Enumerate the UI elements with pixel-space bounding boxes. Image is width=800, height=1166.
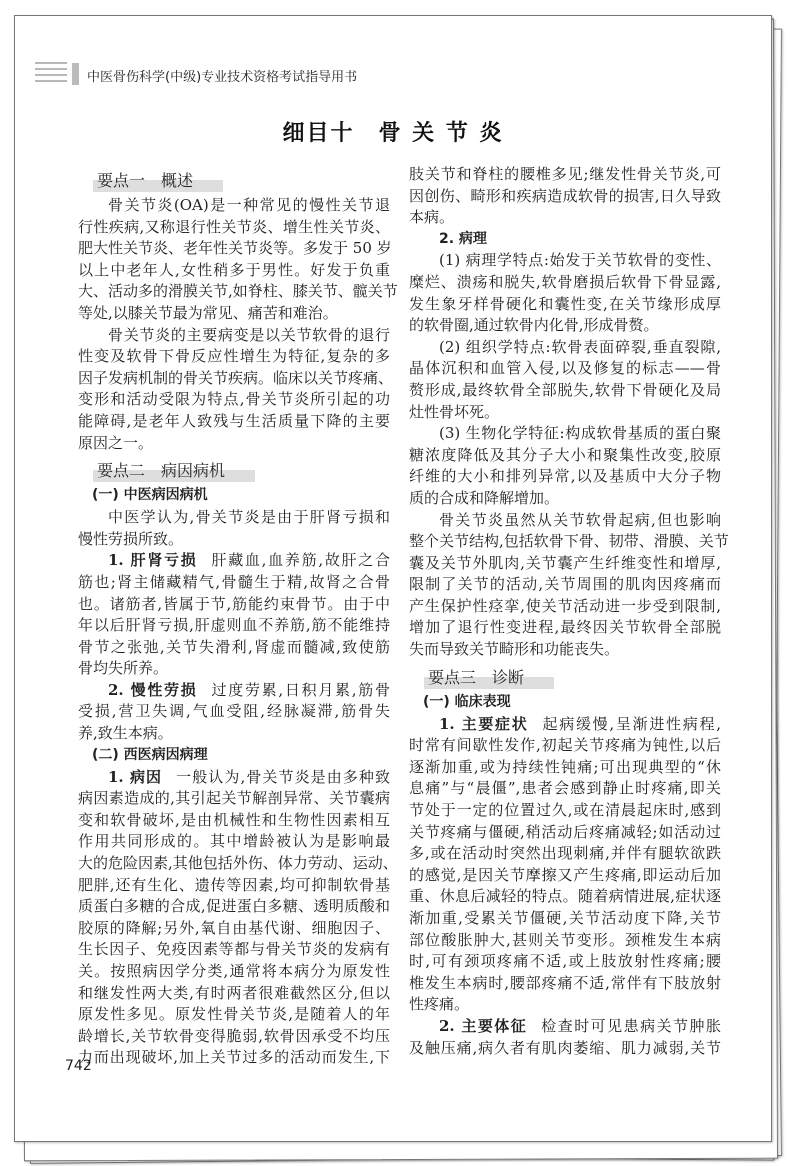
text-line: 也。诸筋者,皆属于节,筋能约束骨节。由于中	[78, 594, 390, 613]
text-line: 整个关节结构,包括软骨下骨、韧带、滑膜、关节	[409, 532, 729, 551]
text-line: 生长因子、免疫因素等都与骨关节炎的发病有	[78, 940, 390, 959]
text-line: 纤维的大小和排列异常,以及基质中大分子物	[409, 467, 721, 486]
section-heading: 要点三 诊断	[424, 667, 554, 689]
text-line: 节处于一定的位置过久,或在清晨起床时,感到	[409, 801, 721, 820]
text-line: 筋也;肾主储藏精气,骨髓生于精,故肾之合骨	[78, 572, 390, 591]
text-line: 变和软骨破坏,是由机械性和生物性因素相互	[78, 810, 390, 829]
text-line: 病因素造成的,其引起关节解剖异常、关节囊病	[78, 789, 390, 808]
text-line: 胶原的降解;另外,氧自由基代谢、细胞因子、	[78, 918, 390, 937]
subsection-heading: (一) 中医病因病机	[92, 487, 208, 504]
text-line: 年以后肝肾亏损,肝虚则血不养筋,筋不能维持	[78, 616, 390, 635]
text-line: (1) 病理学特点:始发于关节软骨的变性、	[439, 251, 721, 270]
line-text: 起病缓慢,呈渐进性病程,	[542, 714, 721, 733]
text-line: 多,或在活动时突然出现刺痛,并伴有腿软欲跌	[409, 844, 721, 863]
text-line: 受损,营卫失调,气血受阻,经脉凝滞,筋骨失	[78, 702, 390, 721]
text-line: (2) 组织学特点:软骨表面碎裂,垂直裂隙,	[439, 337, 721, 356]
text-line: 逐渐加重,或为持续性钝痛;可出现典型的“休	[409, 757, 721, 776]
section-heading: 要点一 概述	[93, 170, 223, 192]
text-line: 糖浓度降低及其分子大小和聚集性改变,胶原	[409, 445, 721, 464]
text-line: 作用共同形成的。其中增龄被认为是影响最	[78, 832, 390, 851]
text-line: 肥大性关节炎、老年性关节炎等。多发于 50 岁	[78, 239, 392, 258]
paragraph-lead: 2. 慢性劳损	[108, 680, 198, 699]
text-line: 的软骨圈,通过软骨内化骨,形成骨赘。	[409, 316, 659, 335]
text-line: 时,可有颈项疼痛不适,或上肢放射性疼痛;腰	[409, 952, 721, 971]
text-line: 质的合成和降解增加。	[409, 488, 560, 507]
text-line: 骨关节炎虽然从关节软骨起病,但也影响	[439, 510, 721, 529]
subsection-heading: (一) 临床表现	[423, 693, 511, 710]
text-line: 骨关节炎(OA)是一种常见的慢性关节退	[108, 196, 390, 214]
paragraph-lead: 2. 主要体征	[439, 1016, 528, 1035]
text-line: 重、休息后减轻的特点。随着病情进展,症状逐	[409, 887, 721, 906]
line-text: 一般认为,骨关节炎是由多种致	[176, 767, 390, 786]
text-line: 龄增长,关节软骨变得脆弱,软骨因承受不均压	[78, 1026, 390, 1045]
right-column	[409, 164, 729, 1059]
text-line: 性疼痛。	[409, 995, 470, 1014]
left-column	[78, 164, 398, 1069]
text-line	[409, 1016, 721, 1038]
text-line: 中医学认为,骨关节炎是由于肝肾亏损和	[108, 508, 390, 527]
text-line	[409, 714, 721, 736]
text-line: 大的危险因素,其他包括外伤、体力劳动、运动、	[78, 854, 398, 873]
text-line: 养,致生本病。	[78, 724, 173, 743]
text-line: 肥胖,还有生化、遗传等因素,均可抑制软骨基	[78, 875, 390, 894]
line-text: 检查时可见患病关节肿胀	[541, 1016, 721, 1035]
text-line: 等处,以膝关节最为常见、痛苦和难治。	[78, 303, 338, 322]
text-line: 质蛋白多糖的合成,促进蛋白多糖、透明质酸和	[78, 897, 390, 916]
text-line: 力而出现破坏,加上关节过多的活动而发生,下	[78, 1048, 390, 1067]
text-line	[78, 680, 390, 702]
text-line: 行性疾病,又称退行性关节炎、增生性关节炎、	[78, 217, 390, 236]
text-line	[78, 767, 390, 789]
text-line: 能障碍,是老年人致残与生活质量下降的主要	[78, 411, 390, 430]
header-bar-icon	[72, 63, 79, 85]
line-text: 过度劳累,日积月累,筋骨	[211, 680, 390, 699]
text-line: 骨均失所养。	[78, 659, 169, 678]
text-line: 关。按照病因学分类,通常将本病分为原发性	[78, 962, 390, 980]
page-number: 742	[65, 1058, 92, 1074]
text-line: 失而导致关节畸形和功能丧失。	[409, 640, 620, 659]
text-line: 本病。	[409, 208, 455, 227]
text-line: 和继发性两大类,有时两者很难截然区分,但以	[78, 983, 390, 1002]
text-line: 变形和活动受限为特点,骨关节炎所引起的功	[78, 390, 390, 409]
paragraph	[409, 423, 721, 509]
text-line: 的感觉,是因关节摩擦又产生疼痛,即运动后加	[409, 865, 721, 884]
text-line: 性变及软骨下骨反应性增生为特征,复杂的多	[78, 347, 390, 366]
text-line: 骨关节炎的主要病变是以关节软骨的退行	[108, 325, 390, 344]
text-line: 肢关节和脊柱的腰椎多见;继发性骨关节炎,可	[409, 165, 721, 183]
item-heading: 2. 病理	[439, 230, 487, 247]
paragraph	[409, 510, 729, 661]
text-line: 囊及关节外肌肉,关节囊产生纤维变性和增厚,	[409, 553, 721, 572]
text-line: 以上中老年人,女性稍多于男性。好发于负重	[78, 260, 390, 279]
text-line: 产生保护性痉挛,使关节活动进一步受到限制,	[409, 596, 721, 615]
paragraph	[78, 767, 398, 1069]
paragraph-lead: 1. 肝肾亏损	[108, 551, 198, 570]
text-line: 晶体沉积和血管入侵,以及修复的标志——骨	[409, 359, 721, 378]
text-line: 息痛”与“晨僵”,患者会感到静止时疼痛,即关	[409, 779, 721, 798]
text-line: 及触压痛,病久者有肌肉萎缩、肌力减弱,关节	[409, 1038, 721, 1057]
text-line: 时常有间歇性发作,初起关节疼痛为钝性,以后	[409, 736, 721, 755]
subsection-heading: (二) 西医病因病理	[92, 746, 208, 763]
book-page	[14, 15, 772, 1142]
text-line: 原发性多见。原发性骨关节炎,是随着人的年	[78, 1005, 390, 1024]
paragraph	[78, 680, 390, 745]
chapter-title: 细目十 骨 关 节 炎	[282, 120, 504, 146]
line-text: 肝藏血,血养筋,故肝之合	[211, 551, 390, 570]
text-line: 椎发生本病时,腰部疼痛不适,常伴有下肢放射	[409, 973, 721, 992]
text-line: 因子发病机制的骨关节疾病。临床以关节疼痛、	[78, 368, 394, 387]
paragraph	[409, 164, 721, 229]
text-line: (3) 生物化学特征:构成软骨基质的蛋白聚	[439, 424, 721, 443]
header-stripes-icon	[35, 62, 67, 86]
paragraph	[78, 325, 394, 455]
text-line	[78, 550, 390, 572]
text-line: 赘形成,最终软骨全部脱失,软骨下骨硬化及局	[409, 380, 721, 399]
text-line: 大、活动多的滑膜关节,如脊柱、膝关节、髋关节	[78, 282, 398, 301]
text-line: 部位酸胀肿大,甚则关节变形。颈椎发生本病	[409, 930, 721, 949]
paragraph	[409, 337, 721, 423]
text-line: 限制了关节的活动,关节周围的肌肉因疼痛而	[409, 575, 721, 594]
paragraph	[78, 195, 398, 325]
paragraph	[409, 714, 721, 1016]
paragraph	[409, 1016, 721, 1059]
section-heading: 要点二 病因病机	[93, 460, 255, 482]
text-line: 原因之一。	[78, 433, 154, 452]
book-title: 中医骨伤科学(中级)专业技术资格考试指导用书	[87, 70, 358, 85]
text-line: 因创伤、畸形和疾病造成软骨的损害,日久导致	[409, 186, 721, 205]
text-line: 慢性劳损所致。	[78, 529, 184, 548]
paragraph	[409, 250, 721, 336]
text-line: 骨节之张弛,关节失滑利,肾虚而髓减,致使筋	[78, 637, 390, 656]
text-line: 糜烂、溃疡和脱失,软骨磨损后软骨下骨显露,	[409, 272, 721, 291]
paragraph-lead: 1. 病因	[108, 767, 163, 786]
text-line: 发生象牙样骨硬化和囊性变,在关节缘形成厚	[409, 294, 721, 313]
text-line: 关节疼痛与僵硬,稍活动后疼痛减轻;如活动过	[409, 822, 721, 841]
paragraph	[78, 507, 390, 550]
text-line: 灶性骨坏死。	[409, 402, 500, 421]
paragraph	[78, 550, 390, 680]
text-line: 渐加重,受累关节僵硬,关节活动度下降,关节	[409, 909, 721, 927]
text-line: 增加了退行性变进程,最终因关节软骨全部脱	[409, 618, 721, 637]
paragraph-lead: 1. 主要症状	[439, 714, 529, 733]
